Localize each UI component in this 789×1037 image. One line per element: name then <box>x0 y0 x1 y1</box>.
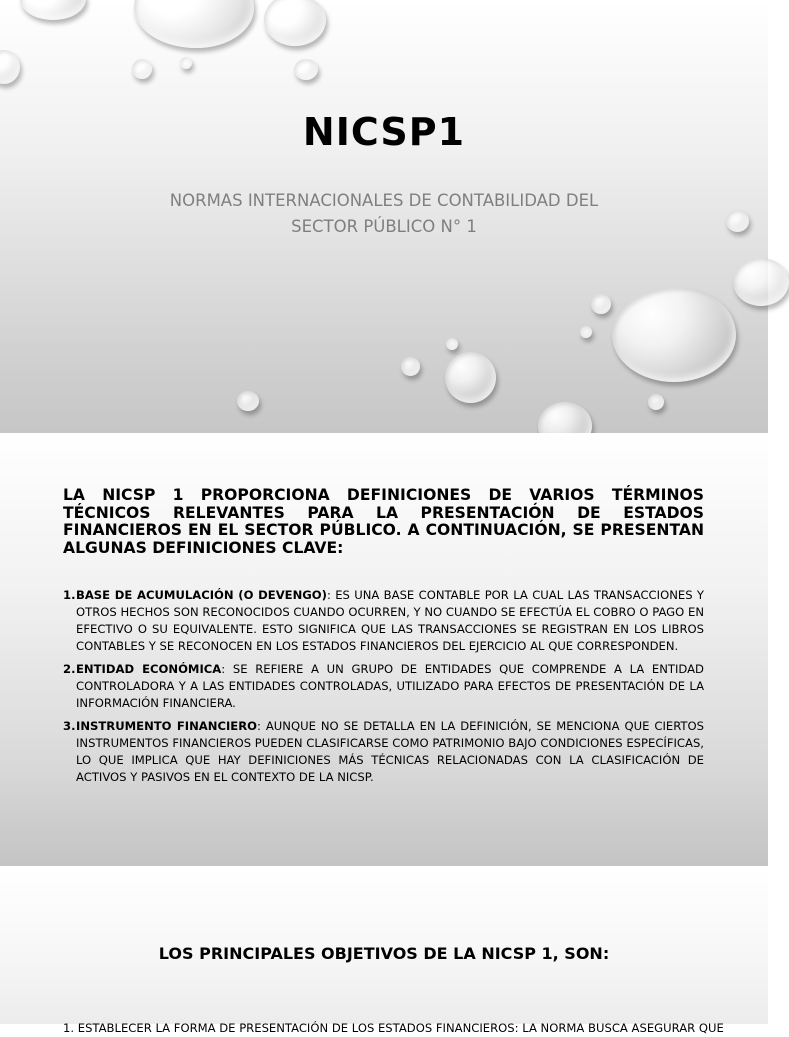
definitions-slide <box>0 433 768 866</box>
water-droplet <box>264 0 326 46</box>
water-droplet <box>0 50 20 84</box>
water-droplet <box>726 210 749 232</box>
water-droplet <box>648 394 664 410</box>
water-droplet <box>445 352 496 403</box>
page-subtitle: NORMAS INTERNACIONALES DE CONTABILIDAD DEL SECTOR PÚBLICO N° 1 <box>169 191 599 236</box>
water-droplet <box>294 59 318 80</box>
definition-text: : SE REFIERE A UN GRUPO DE ENTIDADES QUE COMPRENDE A LA ENTIDAD CONTROLADORA Y A LAS ENTIDADES CONTROLADAS, UTILIZADO PARA EFECTOS DE PRESENTACIÓN DE LA INFORMACIÓN FINANCIERA. <box>76 662 704 710</box>
title-slide <box>0 0 768 433</box>
definitions-list <box>63 587 704 792</box>
definition-text: : AUNQUE NO SE DETALLA EN LA DEFINICIÓN, SE MENCIONA QUE CIERTOS INSTRUMENTOS FINANCIEROS PUEDEN CLASIFICARSE COMO PATRIMONIO BAJO CONDICIONES ESPECÍFICAS, LO QUE IMPLICA QUE HAY DEFINICIONES MÁS TÉCNICAS RELACIONADAS CON LA CLASIFICACIÓN DE ACTIVOS Y PASIVOS EN EL CONTEXTO DE LA NICSP. <box>76 719 704 784</box>
water-droplet <box>132 59 152 79</box>
water-droplet <box>20 0 86 20</box>
definition-term: BASE DE ACUMULACIÓN (O DEVENGO) <box>76 588 327 602</box>
list-item <box>63 661 704 712</box>
water-droplet <box>134 0 254 48</box>
water-droplet <box>446 338 458 350</box>
definitions-intro: LA NICSP 1 PROPORCIONA DEFINICIONES DE VARIOS TÉRMINOS TÉCNICOS RELEVANTES PARA LA PRESENTACIÓN DE ESTADOS FINANCIEROS EN EL SECTOR PÚBLICO. A CONTINUACIÓN, SE PRESENTAN ALGUNAS DEFINICIONES CLAVE: <box>63 486 704 557</box>
definition-text: : ES UNA BASE CONTABLE POR LA CUAL LAS TRANSACCIONES Y OTROS HECHOS SON RECONOCIDOS CUANDO OCURREN, Y NO CUANDO SE EFECTÚA EL COBRO O PAGO EN EFECTIVO O SU EQUIVALENTE. ESTO SIGNIFICA QUE LAS TRANSACCIONES SE REGISTRAN EN LOS LIBROS CONTABLES Y SE RECONOCEN EN LOS ESTADOS FINANCIEROS DEL EJERCICIO AL QUE CORRESPONDEN. <box>76 588 704 653</box>
list-item-number: 3. <box>63 719 76 733</box>
list-item <box>63 587 704 655</box>
water-droplet <box>733 258 789 306</box>
objectives-first-item: 1. ESTABLECER LA FORMA DE PRESENTACIÓN DE LOS ESTADOS FINANCIEROS: LA NORMA BUSCA ASEGURAR QUE <box>63 1021 724 1035</box>
water-droplet <box>591 294 611 314</box>
water-droplet <box>180 57 192 69</box>
list-item-number: 2. <box>63 662 76 676</box>
water-droplet <box>612 288 736 382</box>
water-droplet <box>237 391 259 411</box>
objectives-slide <box>0 866 768 1035</box>
definition-term: ENTIDAD ECONÓMICA <box>76 662 222 676</box>
objectives-title: LOS PRINCIPALES OBJETIVOS DE LA NICSP 1, SON: <box>158 944 610 963</box>
page-title: NICSP1 <box>302 110 466 154</box>
water-droplet <box>580 326 592 338</box>
definition-term: INSTRUMENTO FINANCIERO <box>76 719 257 733</box>
water-droplet <box>401 357 420 376</box>
list-item <box>63 718 704 786</box>
list-item-number: 1. <box>63 588 76 602</box>
